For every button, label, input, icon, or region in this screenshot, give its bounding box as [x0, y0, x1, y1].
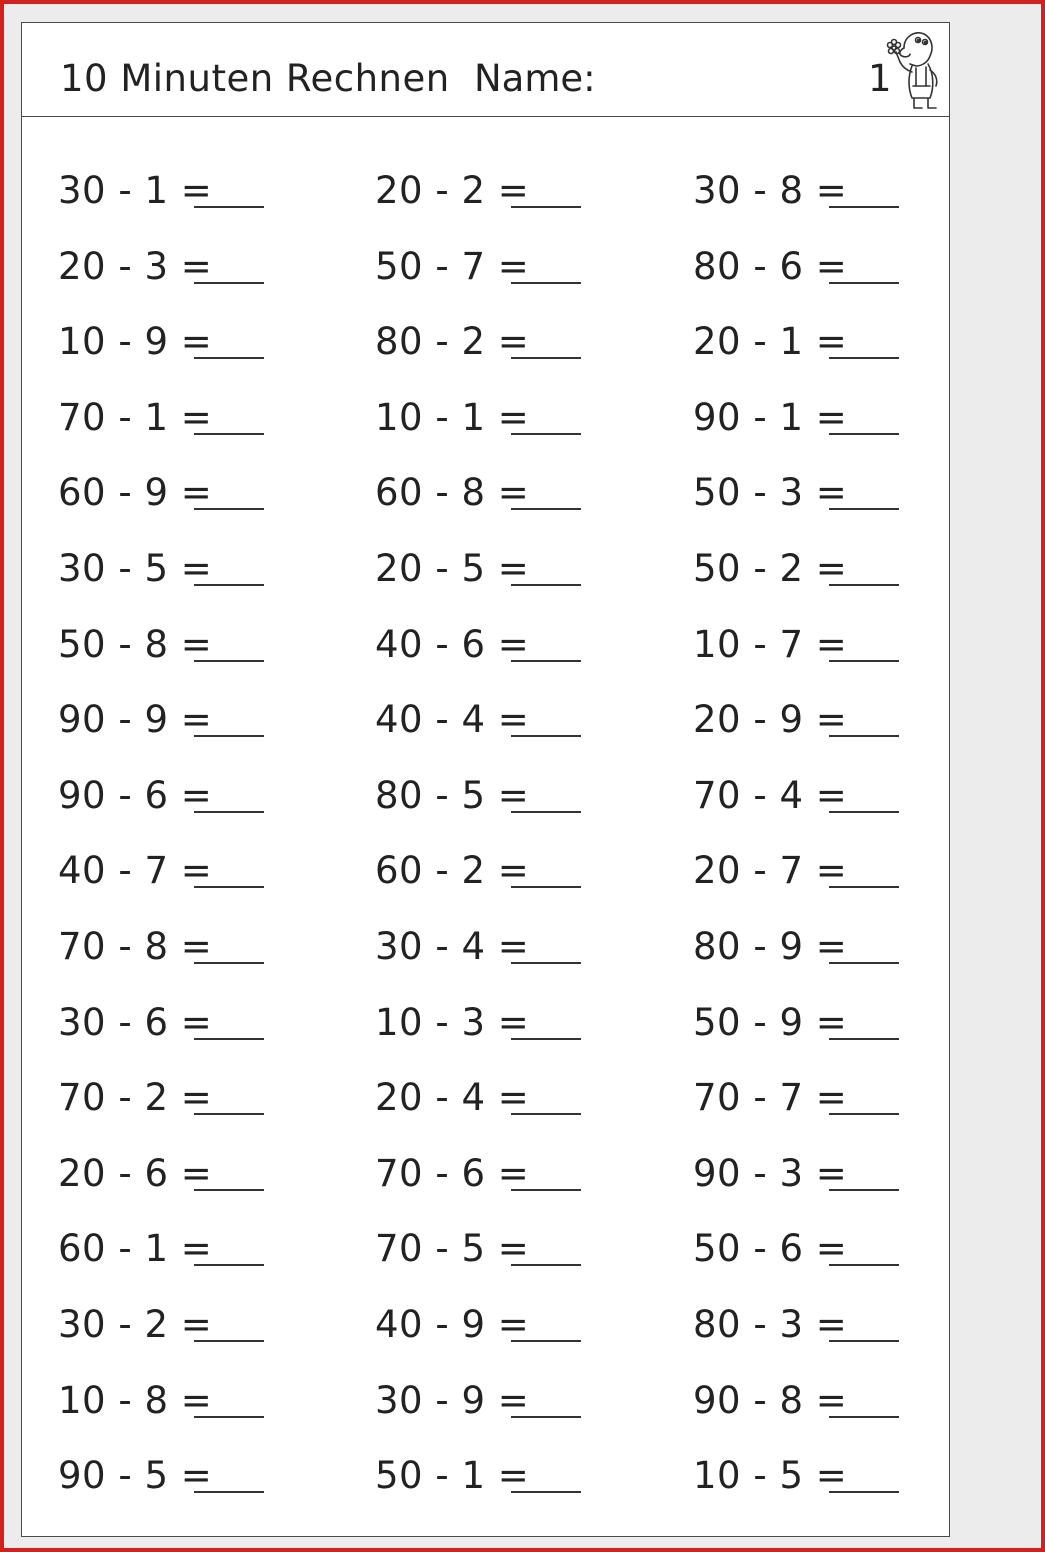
- problem-row: [375, 539, 675, 599]
- answer-blank[interactable]: [511, 584, 581, 586]
- answer-blank[interactable]: [829, 735, 899, 737]
- problem-row: [58, 993, 358, 1053]
- problem-row: [58, 1446, 358, 1506]
- answer-blank[interactable]: [829, 282, 899, 284]
- problem-expression: 20 - 9 =: [693, 698, 848, 742]
- answer-blank[interactable]: [511, 1038, 581, 1040]
- problem-row: [375, 463, 675, 523]
- answer-blank[interactable]: [829, 1113, 899, 1115]
- answer-blank[interactable]: [829, 206, 899, 208]
- problem-row: [375, 993, 675, 1053]
- answer-blank[interactable]: [829, 1189, 899, 1191]
- problem-expression: 20 - 1 =: [693, 320, 848, 364]
- problem-expression: 10 - 5 =: [693, 1454, 848, 1498]
- answer-blank[interactable]: [511, 886, 581, 888]
- problem-row: [375, 312, 675, 372]
- problem-row: [375, 388, 675, 448]
- problem-row: [58, 1371, 358, 1431]
- problem-expression: 20 - 5 =: [375, 547, 530, 590]
- answer-blank[interactable]: [194, 1189, 264, 1191]
- answer-blank[interactable]: [829, 433, 899, 435]
- problem-expression: 90 - 9 =: [58, 698, 213, 742]
- answer-blank[interactable]: [511, 206, 581, 208]
- problem-row: [58, 1068, 358, 1128]
- answer-blank[interactable]: [511, 811, 581, 813]
- problem-row: [693, 1219, 993, 1279]
- answer-blank[interactable]: [194, 508, 264, 510]
- answer-blank[interactable]: [194, 1038, 264, 1040]
- problem-row: [58, 539, 358, 599]
- answer-blank[interactable]: [194, 1416, 264, 1418]
- problem-expression: 80 - 3 =: [693, 1303, 848, 1346]
- problem-row: [375, 841, 675, 901]
- problem-expression: 20 - 6 =: [58, 1151, 213, 1195]
- problem-row: [58, 388, 358, 448]
- problem-row: [693, 463, 993, 523]
- problem-expression: 10 - 3 =: [375, 1000, 530, 1044]
- sheet-number: 1: [868, 57, 892, 100]
- name-label: Name:: [474, 57, 596, 100]
- problem-expression: 70 - 6 =: [375, 1151, 530, 1195]
- problem-row: [375, 690, 675, 750]
- problem-row: [58, 841, 358, 901]
- problem-row: [375, 917, 675, 977]
- answer-blank[interactable]: [194, 1264, 264, 1266]
- problem-expression: 90 - 8 =: [693, 1378, 848, 1422]
- problem-expression: 30 - 8 =: [693, 169, 848, 212]
- problem-row: [693, 766, 993, 826]
- problem-expression: 70 - 4 =: [693, 773, 848, 817]
- answer-blank[interactable]: [511, 508, 581, 510]
- answer-blank[interactable]: [194, 735, 264, 737]
- problem-expression: 50 - 1 =: [375, 1454, 530, 1498]
- problem-expression: 70 - 2 =: [58, 1076, 213, 1120]
- problem-expression: 50 - 8 =: [58, 622, 213, 666]
- worksheet-title: 10 Minuten Rechnen: [60, 57, 450, 100]
- problem-row: [375, 161, 675, 221]
- problem-row: [693, 993, 993, 1053]
- problem-expression: 90 - 3 =: [693, 1151, 848, 1195]
- answer-blank[interactable]: [511, 1264, 581, 1266]
- problem-expression: 70 - 8 =: [58, 925, 213, 968]
- problem-expression: 20 - 4 =: [375, 1076, 530, 1120]
- worksheet: [21, 22, 950, 1537]
- problem-row: [375, 237, 675, 297]
- problem-row: [58, 917, 358, 977]
- answer-blank[interactable]: [829, 1491, 899, 1493]
- problem-expression: 60 - 1 =: [58, 1227, 213, 1271]
- problem-row: [693, 539, 993, 599]
- answer-blank[interactable]: [511, 282, 581, 284]
- problem-row: [693, 1295, 993, 1355]
- problem-row: [58, 463, 358, 523]
- problem-expression: 90 - 1 =: [693, 395, 848, 439]
- answer-blank[interactable]: [829, 811, 899, 813]
- problem-row: [375, 615, 675, 675]
- answer-blank[interactable]: [511, 433, 581, 435]
- answer-blank[interactable]: [511, 1189, 581, 1191]
- problem-expression: 30 - 4 =: [375, 925, 530, 968]
- problem-row: [693, 690, 993, 750]
- problem-expression: 20 - 2 =: [375, 169, 530, 212]
- problem-row: [58, 1144, 358, 1204]
- answer-blank[interactable]: [829, 1340, 899, 1342]
- problem-row: [693, 237, 993, 297]
- problem-expression: 20 - 7 =: [693, 849, 848, 893]
- problem-expression: 40 - 4 =: [375, 698, 530, 742]
- answer-blank[interactable]: [511, 1491, 581, 1493]
- problem-row: [693, 841, 993, 901]
- problem-expression: 50 - 9 =: [693, 1000, 848, 1044]
- problem-expression: 60 - 9 =: [58, 471, 213, 515]
- answer-blank[interactable]: [511, 962, 581, 964]
- problem-expression: 30 - 9 =: [375, 1378, 530, 1422]
- problem-row: [58, 312, 358, 372]
- problem-expression: 20 - 3 =: [58, 244, 213, 288]
- problem-row: [58, 161, 358, 221]
- problem-expression: 40 - 6 =: [375, 622, 530, 666]
- problem-row: [693, 1068, 993, 1128]
- problem-row: [375, 1295, 675, 1355]
- answer-blank[interactable]: [194, 660, 264, 662]
- problem-row: [58, 1295, 358, 1355]
- problem-row: [58, 766, 358, 826]
- answer-blank[interactable]: [511, 357, 581, 359]
- problem-expression: 80 - 9 =: [693, 925, 848, 968]
- problem-expression: 50 - 3 =: [693, 471, 848, 515]
- answer-blank[interactable]: [829, 584, 899, 586]
- answer-blank[interactable]: [194, 1491, 264, 1493]
- problem-expression: 80 - 2 =: [375, 320, 530, 364]
- answer-blank[interactable]: [194, 1340, 264, 1342]
- answer-blank[interactable]: [194, 584, 264, 586]
- problem-row: [58, 237, 358, 297]
- answer-blank[interactable]: [194, 282, 264, 284]
- problem-expression: 30 - 6 =: [58, 1000, 213, 1044]
- problem-expression: 10 - 7 =: [693, 622, 848, 666]
- answer-blank[interactable]: [511, 660, 581, 662]
- problem-row: [693, 388, 993, 448]
- problem-expression: 80 - 5 =: [375, 773, 530, 817]
- problem-row: [58, 690, 358, 750]
- problem-expression: 10 - 1 =: [375, 395, 530, 439]
- answer-blank[interactable]: [194, 433, 264, 435]
- problem-expression: 90 - 6 =: [58, 773, 213, 817]
- problem-row: [375, 1219, 675, 1279]
- answer-blank[interactable]: [194, 886, 264, 888]
- problem-row: [693, 1144, 993, 1204]
- problem-expression: 80 - 6 =: [693, 244, 848, 288]
- problem-row: [693, 917, 993, 977]
- answer-blank[interactable]: [829, 1038, 899, 1040]
- problem-row: [693, 161, 993, 221]
- problem-row: [693, 1371, 993, 1431]
- problem-row: [693, 615, 993, 675]
- problem-row: [375, 766, 675, 826]
- problem-row: [375, 1371, 675, 1431]
- answer-blank[interactable]: [829, 660, 899, 662]
- problem-expression: 10 - 8 =: [58, 1378, 213, 1422]
- problem-expression: 50 - 7 =: [375, 244, 530, 288]
- answer-blank[interactable]: [511, 1113, 581, 1115]
- worksheet-header: [22, 23, 949, 117]
- answer-blank[interactable]: [194, 206, 264, 208]
- problem-expression: 50 - 2 =: [693, 547, 848, 590]
- problem-expression: 30 - 5 =: [58, 547, 213, 590]
- answer-blank[interactable]: [511, 735, 581, 737]
- problem-row: [693, 1446, 993, 1506]
- problem-row: [375, 1144, 675, 1204]
- problem-expression: 70 - 7 =: [693, 1076, 848, 1120]
- problem-expression: 60 - 8 =: [375, 471, 530, 515]
- answer-blank[interactable]: [194, 811, 264, 813]
- problem-expression: 70 - 5 =: [375, 1227, 530, 1271]
- problem-expression: 10 - 9 =: [58, 320, 213, 364]
- problem-expression: 60 - 2 =: [375, 849, 530, 893]
- answer-blank[interactable]: [829, 357, 899, 359]
- problem-expression: 40 - 9 =: [375, 1303, 530, 1346]
- answer-blank[interactable]: [829, 1264, 899, 1266]
- answer-blank[interactable]: [829, 886, 899, 888]
- problem-row: [693, 312, 993, 372]
- problem-expression: 70 - 1 =: [58, 395, 213, 439]
- problem-row: [58, 615, 358, 675]
- problem-expression: 30 - 1 =: [58, 169, 213, 212]
- answer-blank[interactable]: [829, 962, 899, 964]
- answer-blank[interactable]: [829, 1416, 899, 1418]
- answer-blank[interactable]: [194, 1113, 264, 1115]
- problem-row: [375, 1446, 675, 1506]
- answer-blank[interactable]: [194, 357, 264, 359]
- answer-blank[interactable]: [194, 962, 264, 964]
- problem-row: [58, 1219, 358, 1279]
- answer-blank[interactable]: [829, 508, 899, 510]
- mole-with-flower-icon: [882, 26, 946, 116]
- problem-expression: 40 - 7 =: [58, 849, 213, 893]
- problem-expression: 50 - 6 =: [693, 1227, 848, 1271]
- answer-blank[interactable]: [511, 1340, 581, 1342]
- problem-row: [375, 1068, 675, 1128]
- problem-expression: 90 - 5 =: [58, 1454, 213, 1498]
- problem-expression: 30 - 2 =: [58, 1303, 213, 1346]
- answer-blank[interactable]: [511, 1416, 581, 1418]
